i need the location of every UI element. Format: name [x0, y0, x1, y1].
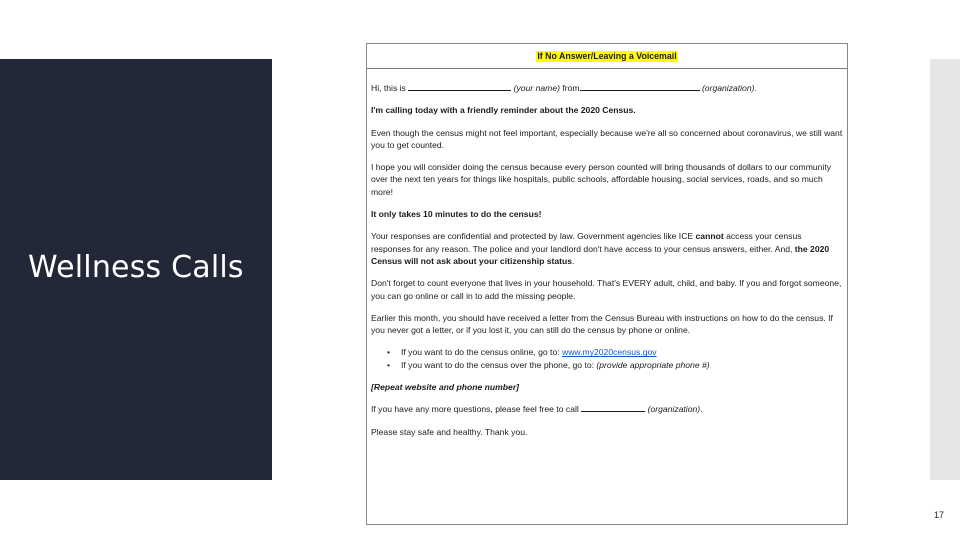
- citizenship-emphasis: the 2020 Census will not ask about your citizenship status: [371, 243, 830, 266]
- name-blank: [408, 82, 511, 91]
- confidential-end: .: [572, 255, 575, 266]
- intro-from-text: from: [562, 83, 580, 93]
- intro-end: .: [754, 83, 757, 93]
- your-name-hint: (your name): [513, 83, 560, 93]
- intro-hi-text: Hi, this is: [371, 83, 406, 93]
- intro-paragraph: [371, 82, 843, 94]
- slide-title: Wellness Calls: [28, 250, 244, 285]
- questions-organization-hint: (organization): [647, 404, 701, 415]
- repeat-instruction: [Repeat website and phone number]: [371, 382, 520, 393]
- document-heading: If No Answer/Leaving a Voicemail: [537, 50, 677, 61]
- letter-paragraph: Earlier this month, you should have received a letter from the Census Bureau with instructions on how to do the census. If you never got a letter, or if you lost it, you can still do the census by phone or online.: [371, 312, 833, 336]
- confidential-paragraph: [371, 230, 843, 267]
- page-number: 17: [934, 510, 945, 520]
- questions-end: .: [700, 404, 703, 415]
- document-body: [367, 69, 847, 438]
- phone-option-item: [401, 359, 843, 371]
- voicemail-script-document: [366, 43, 848, 525]
- questions-paragraph: [371, 403, 843, 415]
- questions-blank: [581, 403, 645, 412]
- online-option-item: [401, 346, 843, 358]
- census-website-link[interactable]: www.my2020census.gov: [562, 347, 657, 358]
- count-everyone-paragraph: Don't forget to count everyone that lives in your household. That's EVERY adult, child, and baby. If you and forgot someone, you can go online or call in to add the missing people.: [371, 278, 842, 301]
- closing-paragraph: Please stay safe and healthy. Thank you.: [371, 426, 528, 437]
- document-header: [367, 44, 847, 69]
- phone-option-text: If you want to do the census over the phone, go to:: [401, 359, 597, 370]
- consider-paragraph: I hope you will consider doing the census because every person counted will bring thousands of dollars to our community over the next ten years for things like hospitals, public schools, affordable housing, social services, roads, and so much more!: [371, 162, 832, 197]
- organization-blank: [580, 82, 700, 91]
- reminder-paragraph: I'm calling today with a friendly reminder about the 2020 Census.: [371, 105, 636, 116]
- online-option-text: If you want to do the census online, go to:: [401, 347, 562, 358]
- confidential-text-2: access your census responses for any reason. The police and your landlord don't have access to your census answers, either. And,: [371, 231, 802, 254]
- organization-hint: (organization): [701, 83, 755, 93]
- cannot-emphasis: cannot: [695, 231, 724, 242]
- options-list: [371, 346, 843, 371]
- confidential-text-1: Your responses are confidential and protected by law. Government agencies like ICE: [371, 231, 696, 242]
- right-side-strip: [930, 59, 960, 480]
- ten-minutes-paragraph: It only takes 10 minutes to do the census!: [371, 209, 542, 220]
- important-paragraph: Even though the census might not feel important, especially because we're all so concerned about coronavirus, we still want you to get counted.: [371, 127, 843, 150]
- questions-text: If you have any more questions, please feel free to call: [371, 404, 579, 415]
- phone-number-hint: (provide appropriate phone #): [596, 359, 710, 370]
